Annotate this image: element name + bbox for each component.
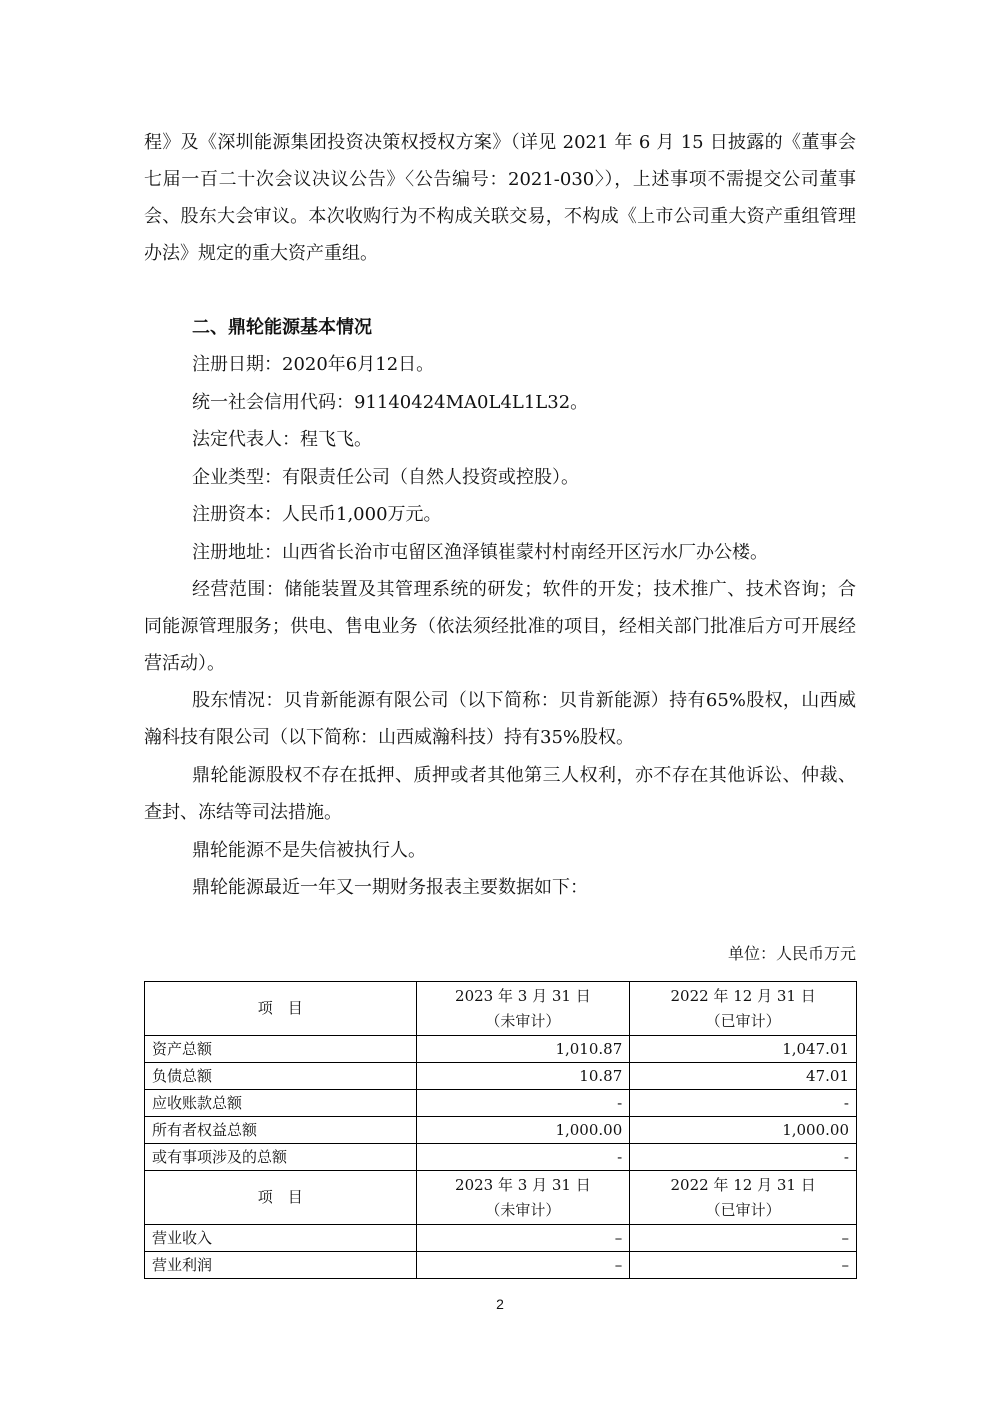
- table-row: 资产总额 1,010.87 1,047.01: [145, 1036, 857, 1063]
- table-row: 或有事项涉及的总额 - -: [145, 1144, 857, 1171]
- intro-paragraph: 程》及《深圳能源集团投资决策权授权方案》（详见 2021 年 6 月 15 日披露的《董事会七届一百二十次会议决议公告》〈公告编号：2021-030〉），上述事项不需提交公司董事会、股东大会审议。本次收购行为不构成关联交易，不构成《上市公司重大资产重组管理办法》规定的重大资产重组。: [144, 132, 856, 264]
- financial-intro: 鼎轮能源最近一年又一期财务报表主要数据如下：: [192, 877, 588, 898]
- business-scope: 经营范围：储能装置及其管理系统的研发；软件的开发；技术推广、技术咨询；合同能源管理服务；供电、售电业务（依法须经批准的项目，经相关部门批准后方可开展经营活动）。: [144, 579, 856, 674]
- financial-table: [144, 981, 857, 1279]
- table-row: 应收账款总额 - -: [145, 1090, 857, 1117]
- header-item: 项 目: [145, 982, 417, 1036]
- header-2023: 2023 年 3 月 31 日 （未审计）: [416, 982, 630, 1036]
- table-header-row: [145, 1171, 857, 1225]
- table-row: 所有者权益总额 1,000.00 1,000.00: [145, 1117, 857, 1144]
- section-heading: 二、鼎轮能源基本情况: [192, 317, 372, 338]
- header-item: 项 目: [145, 1171, 417, 1225]
- registered-capital: 注册资本：人民币1,000万元。: [192, 504, 442, 525]
- registration-date: 注册日期：2020年6月12日。: [192, 354, 435, 375]
- table-row: 营业利润 – –: [145, 1252, 857, 1279]
- page-number: 2: [496, 1296, 504, 1312]
- header-2022: 2022 年 12 月 31 日 （已审计）: [630, 982, 857, 1036]
- table-header-row: [145, 982, 857, 1036]
- equity-status: 鼎轮能源股权不存在抵押、质押或者其他第三人权利，亦不存在其他诉讼、仲裁、查封、冻结等司法措施。: [144, 765, 856, 823]
- registered-address: 注册地址：山西省长治市屯留区渔泽镇崔蒙村村南经开区污水厂办公楼。: [192, 542, 768, 563]
- table-row: 负债总额 10.87 47.01: [145, 1063, 857, 1090]
- unit-label: 单位：人民币万元: [727, 944, 856, 963]
- credit-code: 统一社会信用代码：91140424MA0L4L1L32。: [192, 392, 589, 413]
- legal-representative: 法定代表人：程飞飞。: [192, 429, 372, 450]
- header-2023: 2023 年 3 月 31 日 （未审计）: [416, 1171, 630, 1225]
- table-row: 营业收入 – –: [145, 1225, 857, 1252]
- shareholders: 股东情况：贝肯新能源有限公司（以下简称：贝肯新能源）持有65%股权，山西威瀚科技有限公司（以下简称：山西威瀚科技）持有35%股权。: [144, 690, 856, 748]
- company-type: 企业类型：有限责任公司（自然人投资或控股）。: [192, 467, 579, 488]
- dishonest-status: 鼎轮能源不是失信被执行人。: [192, 840, 426, 861]
- header-2022: 2022 年 12 月 31 日 （已审计）: [630, 1171, 857, 1225]
